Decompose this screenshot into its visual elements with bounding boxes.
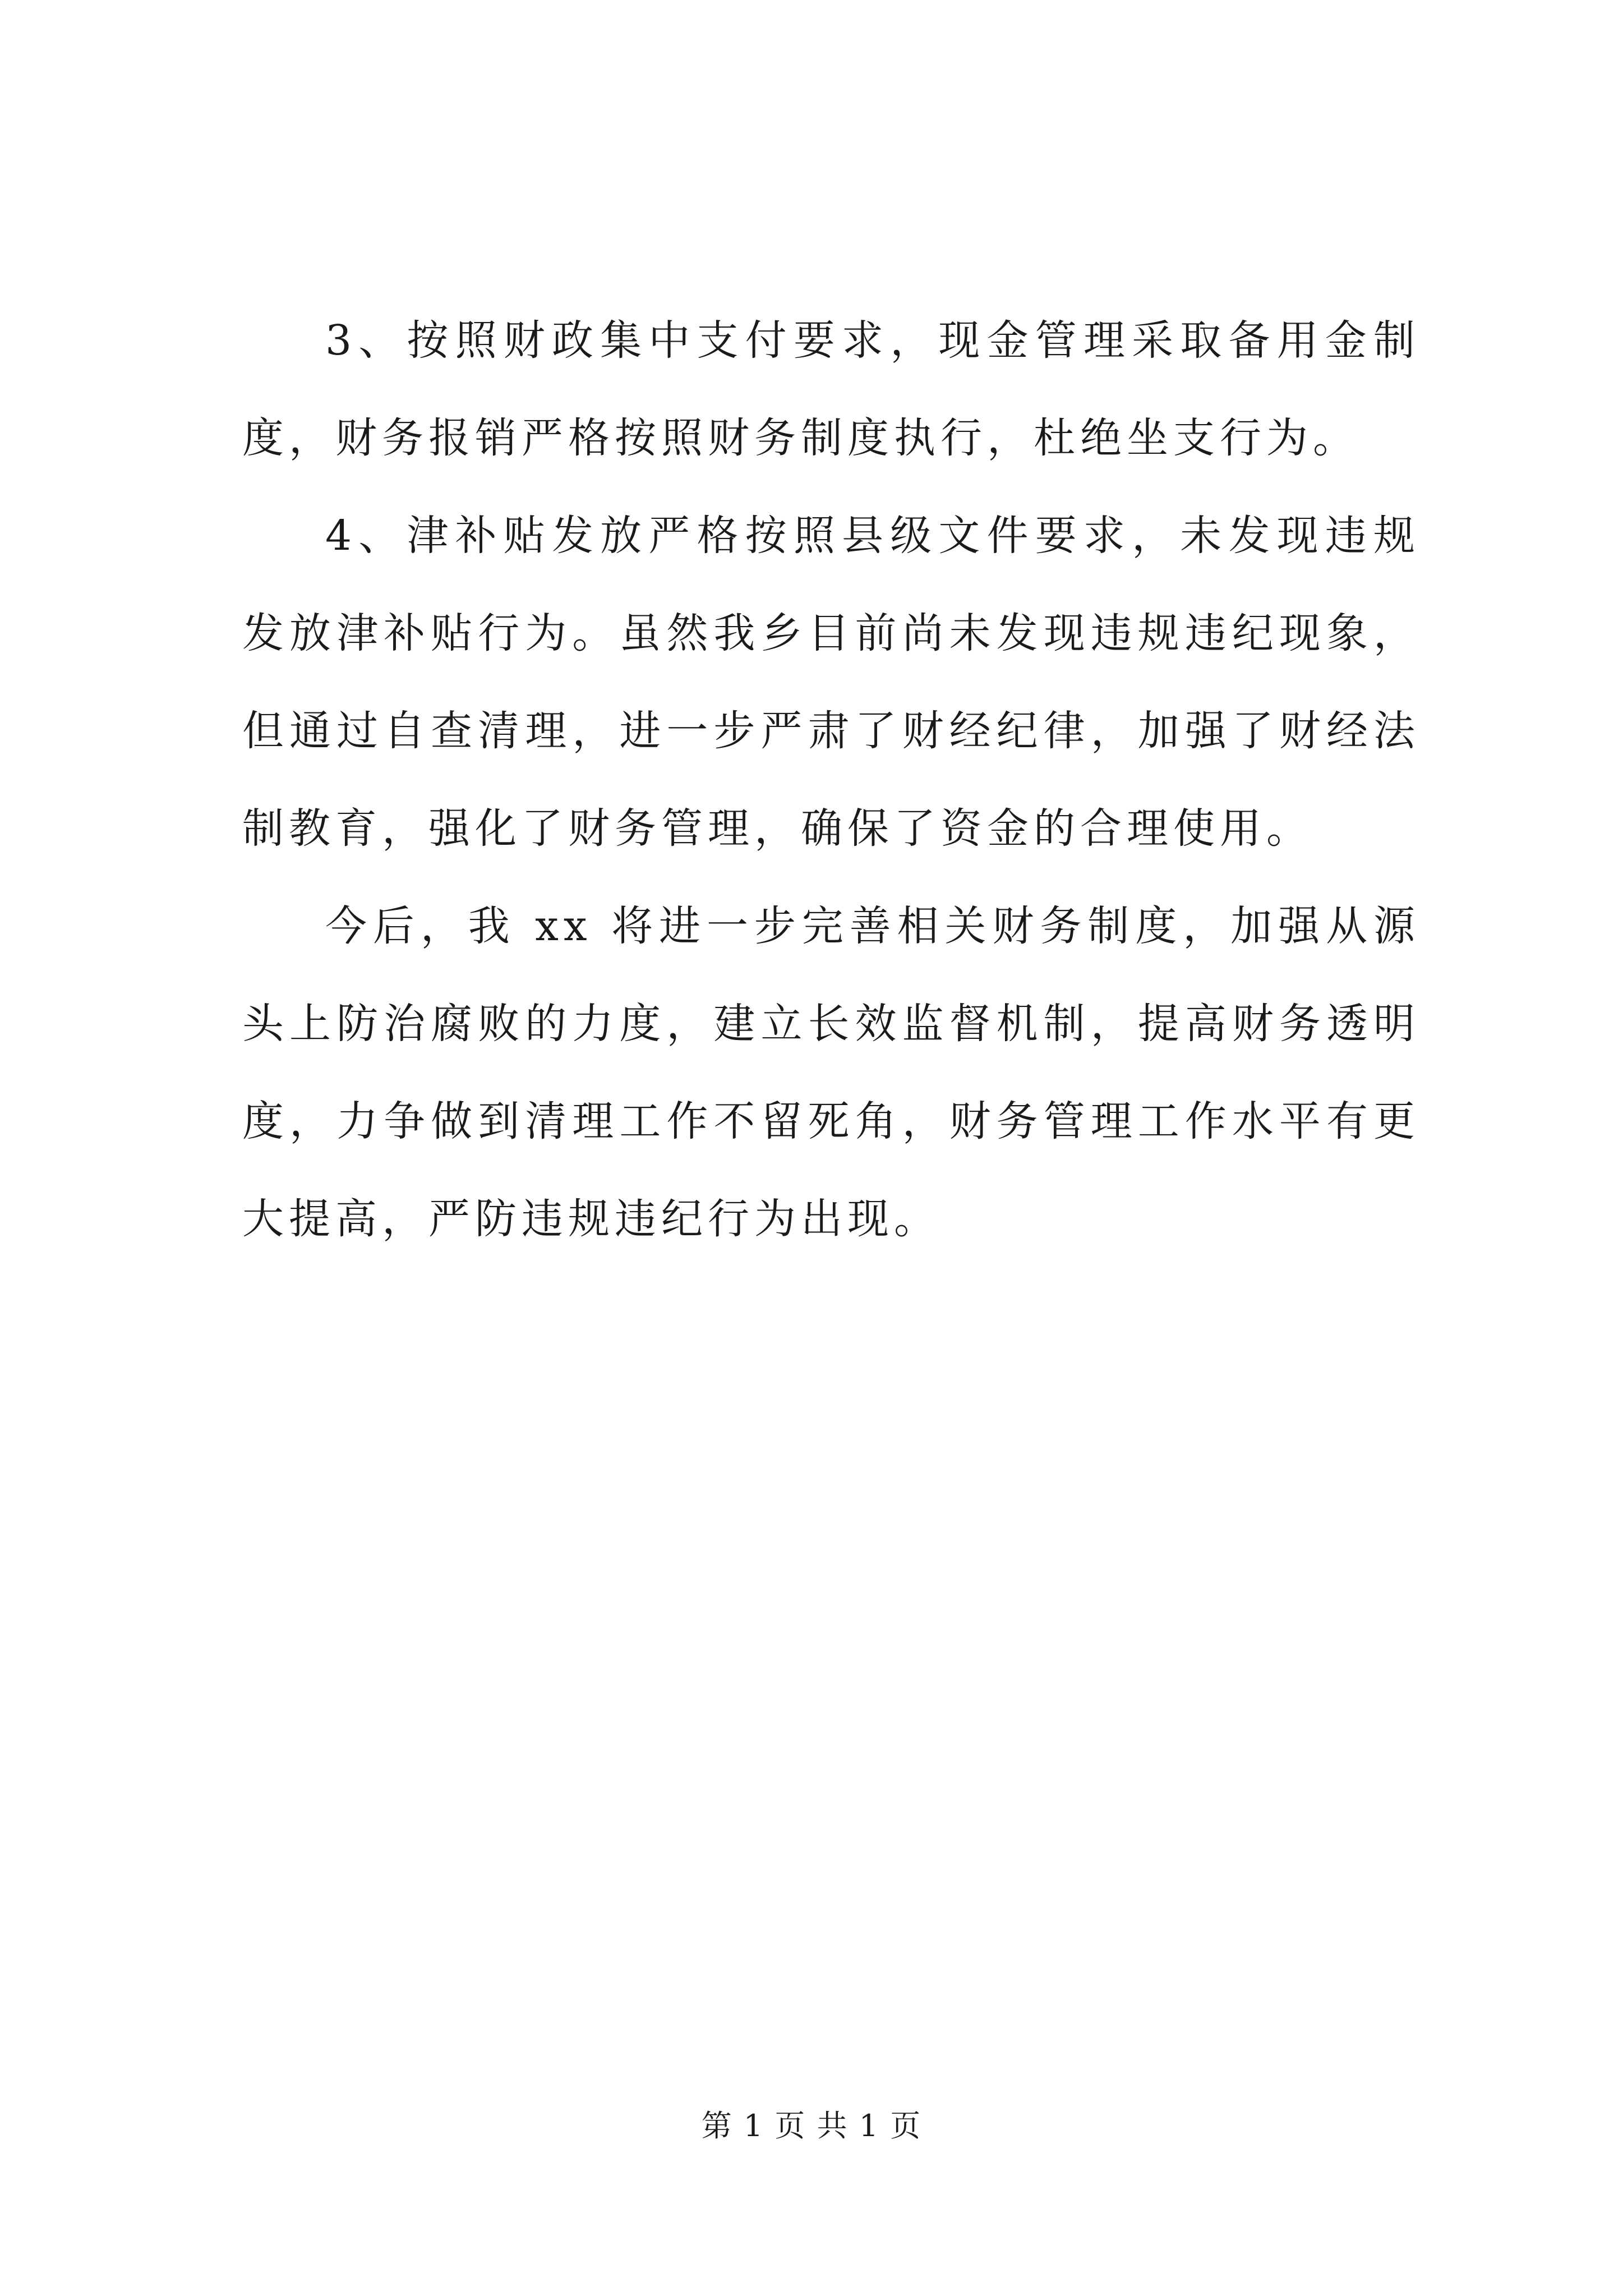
paragraph-conclusion: 今后，我 xx 将进一步完善相关财务制度，加强从源头上防治腐败的力度，建立长效监督机制，提高财务透明度，力争做到清理工作不留死角，财务管理工作水平有更大提高，严防违规违纪行为出现。 — [242, 902, 1420, 1243]
paragraph-item-3: 3、按照财政集中支付要求，现金管理采取备用金制度，财务报销严格按照财务制度执行，杜绝坐支行为。 — [242, 316, 1420, 462]
document-body — [242, 292, 1420, 1268]
paragraph-item-4: 4、津补贴发放严格按照县级文件要求，未发现违规发放津补贴行为。虽然我乡目前尚未发现违规违纪现象，但通过自查清理，进一步严肃了财经纪律，加强了财经法制教育，强化了财务管理，确保了资金的合理使用。 — [242, 512, 1420, 853]
page-footer: 第 1 页 共 1 页 — [701, 2108, 922, 2143]
